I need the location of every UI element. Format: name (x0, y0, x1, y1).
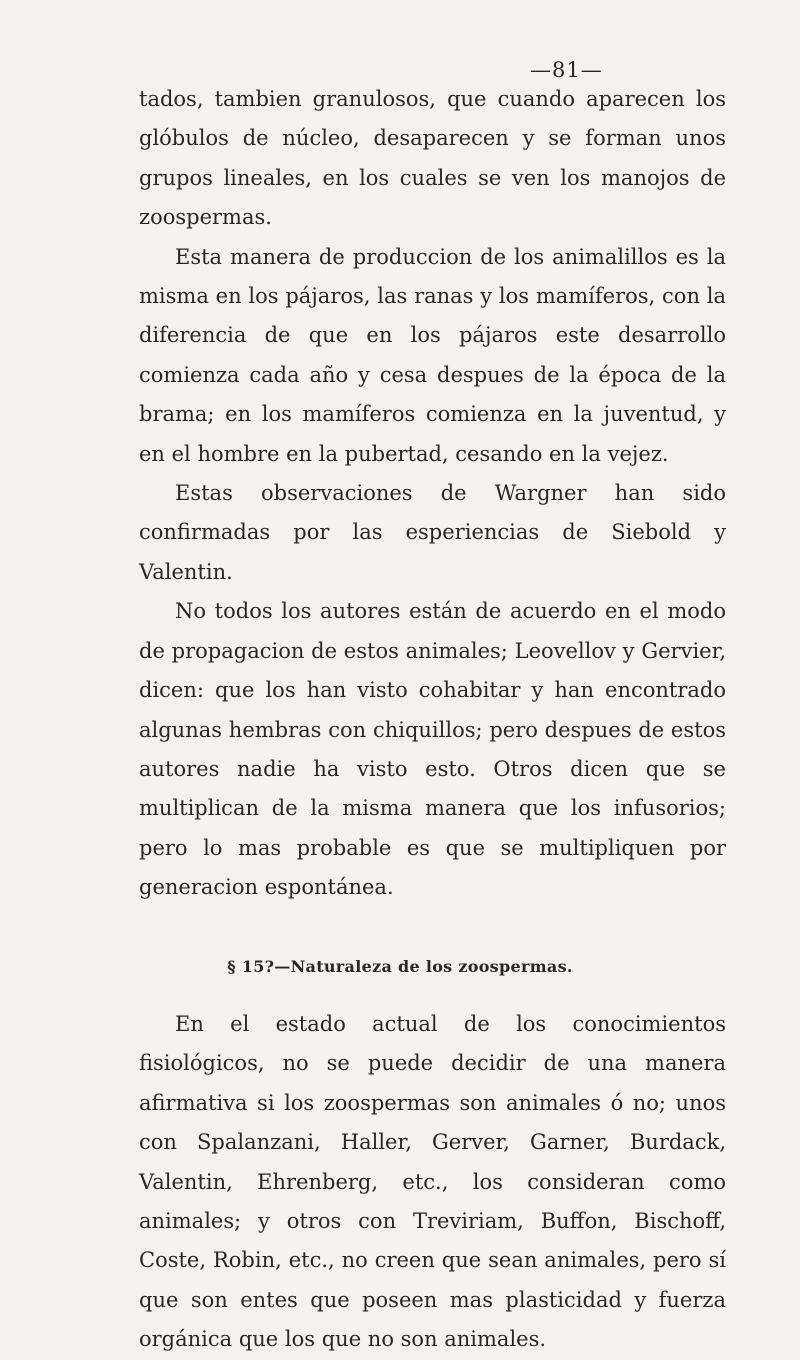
paragraph: Estas observaciones de Wargner han sido confirmadas por las esperiencias de Siebold y Valentin. (139, 481, 726, 584)
paragraph: Esta manera de produccion de los animalillos es la misma en los pájaros, las ranas y los mamíferos, con la diferencia de que en los pájaros este desarrollo comienza cada año y cesa despues de la época de la brama; en los mamíferos comienza en la juventud, y en el hombre en la pubertad, cesando en la vejez. (139, 244, 726, 466)
paragraph: En el estado actual de los conocimientos fisiológicos, no se puede decidir de una manera afirmativa si los zoospermas son animales ó no; unos con Spalanzani, Haller, Gerver, Garner, Burdack, Valentin, Ehrenberg, etc., los consideran como animales; y otros con Treviriam, Buffon, Bischoff, Coste, Robin, etc., no creen que sean animales, pero sí que son entes que poseen mas plasticidad y fuerza orgánica que los que no son animales. (139, 1012, 726, 1352)
body-text-top (139, 80, 726, 908)
section-heading: § 15?—Naturaleza de los zoospermas. (227, 957, 573, 976)
page-number: —81— (530, 58, 603, 82)
paragraph-continuation: tados, tambien granulosos, que cuando aparecen los glóbulos de núcleo, desaparecen y se forman unos grupos lineales, en los cuales se ven los manojos de zoospermas. (139, 87, 726, 230)
body-text-bottom (139, 1005, 726, 1360)
paragraph: No todos los autores están de acuerdo en el modo de propagacion de estos animales; Leovellov y Gervier, dicen: que los han visto cohabitar y han encontrado algunas hembras con chiquillos; pero despues de estos autores nadie ha visto esto. Otros dicen que se multiplican de la misma manera que los infusorios; pero lo mas probable es que se multipliquen por generacion espontánea. (139, 599, 726, 900)
